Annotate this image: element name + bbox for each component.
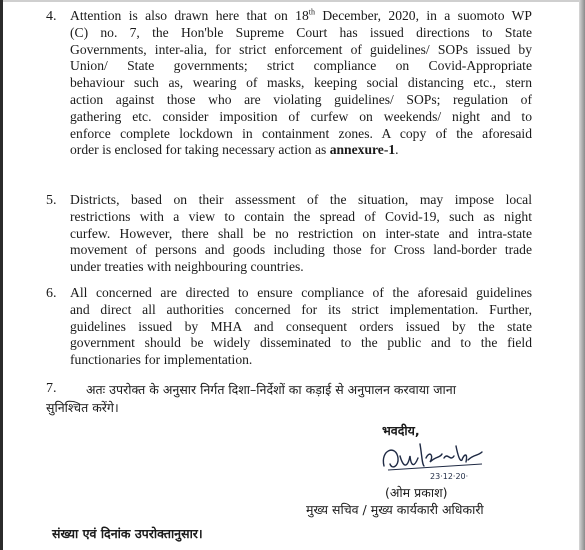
- signatory-designation: मुख्य सचिव / मुख्य कार्यकारी अधिकारी: [306, 502, 484, 517]
- signatory-name: (ओम प्रकाश): [385, 485, 448, 500]
- paragraph-line: action against those who are violating guidelines/ SOPs; regulation of: [70, 91, 532, 107]
- paragraph-number: 5.: [46, 193, 57, 208]
- paragraph-line: restrictions with a view to contain the spread of Covid-19, such as night: [70, 208, 532, 224]
- paragraph-line: gathering etc. consider imposition of curfew on weekends/ night and to: [70, 108, 532, 124]
- paragraph-body: [70, 285, 532, 369]
- paragraph-body: [70, 192, 532, 276]
- paragraph-line: and direct all authorities concerned for its strict implementation. Further,: [70, 301, 532, 317]
- paragraph-line: Attention is also drawn here that on 18th December, 2020, in a suomoto WP: [70, 8, 532, 23]
- ordinal-suffix: th: [308, 8, 315, 17]
- paragraph-number: 4.: [46, 9, 57, 24]
- paragraph-line: guidelines issued by MHA and consequent orders issued by the state: [70, 318, 532, 334]
- annexure-reference: annexure-1: [329, 142, 396, 158]
- paragraph-4: [46, 8, 532, 159]
- handwritten-signature: [378, 436, 498, 482]
- paragraph-number: 7.: [46, 381, 57, 396]
- paragraph-5: [46, 192, 532, 276]
- paragraph-line: curfew. However, there shall be no restriction on inter-state and intra-state: [70, 225, 532, 241]
- paragraph-line: All concerned are directed to ensure compliance of the aforesaid guidelines: [70, 285, 532, 300]
- paragraph-line: Districts, based on their assessment of the situation, may impose local: [70, 192, 532, 207]
- reference-line: संख्या एवं दिनांक उपरोक्तानुसार।: [52, 526, 203, 541]
- paragraph-7-hindi: [46, 381, 546, 417]
- paragraph-line: order is enclosed for taking necessary action as annexure-1.: [70, 142, 399, 158]
- paragraph-line: functionaries for implementation.: [70, 352, 253, 368]
- paragraph-line: behaviour such as, wearing of masks, keeping social distancing etc., stern: [70, 75, 532, 91]
- paragraph-line: government should be widely disseminated to the public and to the field: [70, 335, 532, 351]
- hindi-line: अतः उपरोक्त के अनुसार निर्गत दिशा–निर्देशों का कड़ाई से अनुपालन करवाया जाना: [86, 382, 456, 397]
- paragraph-line: enforce complete lockdown in containment zones. A copy of the aforesaid: [70, 125, 532, 141]
- paragraph-body: [70, 8, 532, 159]
- yours-faithfully: भवदीय,: [382, 423, 420, 438]
- paragraph-line: under treaties with neighbouring countries.: [70, 259, 304, 275]
- signature-date: 23·12·20·: [430, 472, 469, 481]
- paragraph-line: movement of persons and goods including those for Cross land-border trade: [70, 242, 532, 258]
- paragraph-line: (C) no. 7, the Hon'ble Supreme Court has issued directions to State: [70, 24, 532, 40]
- paragraph-line: Governments, inter-alia, for strict enforcement of guidelines/ SOPs issued by: [70, 41, 532, 57]
- paragraph-number: 6.: [46, 286, 57, 301]
- hindi-line: सुनिश्चित करेंगे।: [46, 400, 119, 415]
- paragraph-line: Union/ State governments; strict compliance on Covid-Appropriate: [70, 58, 532, 74]
- paragraph-6: [46, 285, 532, 369]
